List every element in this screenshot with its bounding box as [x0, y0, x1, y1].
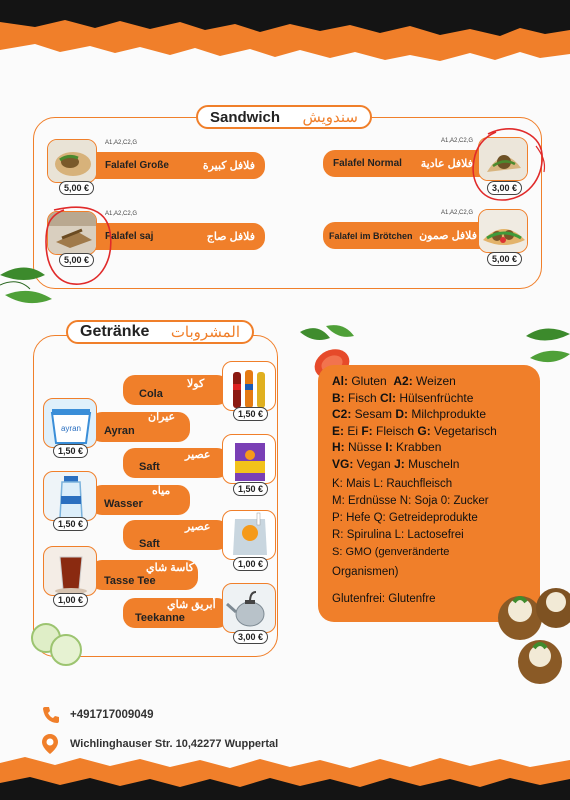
item-name-de: Saft [139, 461, 160, 473]
allergen-name: Vegan [353, 456, 395, 471]
price-tag: 1,50 € [53, 444, 88, 458]
allergen-line [332, 406, 530, 423]
red-circle-annotation [466, 124, 550, 204]
drink-item-ayran[interactable] [90, 412, 190, 442]
allergen-name: Zucker [450, 495, 489, 507]
allergen-name: Soja [411, 495, 441, 507]
allergen-code: I: [385, 440, 393, 454]
allergen-code: E: [332, 423, 344, 438]
location-pin-icon [41, 733, 59, 755]
cucumber-slices-decoration [26, 620, 86, 670]
allergen-name: Sesam [351, 407, 396, 421]
allergen-code: L: [373, 478, 384, 490]
allergen-name: Lactosefrei [404, 529, 464, 541]
allergen-name: Rauchfleisch [383, 478, 453, 490]
item-name-de: Teekanne [135, 612, 185, 624]
allergen-line [332, 476, 530, 493]
allergen-name: Weizen [412, 374, 456, 388]
cola-bottles-image [222, 361, 276, 411]
allergen-code: 0: [440, 495, 451, 507]
drink-item-teekanne[interactable] [123, 598, 229, 628]
allergen-code: Cl: [380, 390, 397, 405]
allergen-code: M: [332, 495, 345, 507]
item-name-ar: فلافل صاج [206, 231, 255, 243]
capri-sun-image [222, 510, 276, 560]
item-name-ar: فلافل عادية [420, 158, 473, 170]
price-tag: 5,00 € [487, 252, 522, 266]
allergen-name: Spirulina [343, 529, 395, 541]
allergen-line [332, 423, 530, 440]
allergen-code: VG: [332, 456, 354, 471]
allergen-name: Fleisch [372, 423, 418, 438]
price-tag: 1,50 € [53, 517, 88, 531]
svg-text:ayran: ayran [60, 424, 82, 433]
item-name-de: Falafel saj [105, 231, 154, 242]
item-name-ar: أبريق شاي [167, 599, 216, 611]
drink-item-saft-small[interactable] [123, 520, 229, 550]
drinks-title-de: Getränke [80, 323, 150, 340]
allergen-name: Fisch [344, 390, 381, 405]
allergen-code: J: [394, 456, 405, 471]
drink-item-saft[interactable] [123, 448, 229, 478]
teapot-image [222, 583, 276, 633]
sandwich-title-ar: سندويش [302, 109, 358, 126]
allergen-name: Milchprodukte [408, 407, 487, 421]
allergen-line [332, 456, 530, 473]
item-name-ar: فلافل صمون [419, 230, 477, 242]
allergen-codes: A1,A2,C2,G [441, 138, 474, 144]
sandwich-section-title [196, 105, 372, 129]
allergen-line [332, 527, 530, 544]
item-name-de: Falafel Große [105, 160, 169, 171]
item-name-de: Falafel im Brötchen [329, 230, 413, 241]
basil-leaves-decoration [508, 322, 570, 370]
allergen-code: K: [332, 478, 343, 490]
allergen-name: Vegetarisch [430, 423, 497, 438]
price-tag: 3,00 € [233, 630, 268, 644]
allergen-codes: A1,A2,C2,G [105, 211, 138, 217]
item-name-de: Cola [139, 388, 163, 400]
allergen-code: R: [332, 529, 344, 541]
allergen-code: Al: [332, 374, 348, 388]
allergen-glutenfree: Glutenfrei: Glutenfre [332, 593, 436, 605]
phone-number[interactable]: +491717009049 [70, 709, 154, 721]
basil-leaves-decoration [0, 255, 60, 315]
menu-item-falafel-im-broetchen[interactable] [323, 222, 483, 249]
allergen-gmo-line-2: Organismen) [332, 566, 399, 578]
price-tag: 1,50 € [233, 482, 268, 496]
allergen-code: L: [394, 529, 405, 541]
drinks-section-title [66, 320, 254, 344]
allergen-codes: A1,A2,C2,G [105, 140, 138, 146]
allergen-name: Erdnüsse [344, 495, 400, 507]
price-tag: 5,00 € [59, 253, 94, 267]
allergen-name: Getreideprodukte [385, 512, 478, 524]
allergen-line [332, 510, 530, 527]
allergen-code: A2: [393, 374, 413, 388]
falafel-plate-decoration [490, 578, 570, 688]
menu-item-falafel-grosse[interactable] [95, 152, 265, 179]
drinks-title-ar: المشروبات [170, 324, 240, 341]
item-name-ar: كولا [187, 378, 205, 390]
menu-item-falafel-normal[interactable] [323, 150, 483, 177]
water-bottle-image [43, 471, 97, 521]
allergen-codes: A1,A2,C2,G [441, 210, 474, 216]
allergen-gmo-line: S: GMO (genveränderte [332, 546, 450, 558]
item-name-ar: عصير [185, 449, 211, 461]
falafel-broetchen-image [478, 209, 528, 253]
address[interactable]: Wichlinghauser Str. 10,42277 Wuppertal [70, 738, 279, 750]
item-name-de: Tasse Tee [104, 575, 156, 587]
falafel-wrap-image [47, 139, 97, 183]
item-name-de: Wasser [104, 498, 143, 510]
allergen-name: Hülsenfrüchte [396, 390, 474, 405]
item-name-de: Saft [139, 538, 160, 550]
item-name-de: Falafel Normal [333, 158, 402, 169]
allergen-name: Krabben [392, 440, 442, 454]
allergen-name: Ei [344, 423, 362, 438]
allergen-code: N: [399, 495, 412, 507]
allergen-name: Mais [342, 478, 374, 490]
price-tag: 5,00 € [59, 181, 94, 195]
price-tag: 1,00 € [233, 557, 268, 571]
item-name-ar: عصير [185, 521, 211, 533]
ayran-cup-image [43, 398, 97, 448]
item-name-ar: مياه [152, 485, 171, 497]
allergen-name: Nüsse [344, 440, 386, 454]
allergen-name: Muscheln [404, 456, 460, 471]
allergen-code: B: [332, 390, 345, 405]
phone-icon [41, 705, 61, 725]
top-torn-border [0, 0, 570, 90]
price-tag: 1,00 € [53, 593, 88, 607]
price-tag: 1,50 € [233, 407, 268, 421]
allergen-code: F: [361, 423, 373, 438]
allergen-code: P: [332, 512, 343, 524]
allergen-code: C2: [332, 407, 352, 421]
item-name-ar: عيران [148, 411, 176, 423]
drink-item-cola[interactable] [123, 375, 229, 405]
allergen-code: Q: [373, 512, 386, 524]
menu-item-falafel-saj[interactable] [95, 223, 265, 250]
allergen-line [332, 439, 530, 456]
allergen-line [332, 373, 530, 390]
allergen-line [332, 493, 530, 510]
allergen-code: D: [395, 407, 409, 421]
item-name-de: Ayran [104, 425, 135, 437]
allergen-line [332, 390, 530, 407]
juice-box-image [222, 434, 276, 484]
allergen-code: H: [332, 440, 345, 454]
allergen-name: Hefe [342, 512, 374, 524]
allergen-name: Gluten [348, 374, 394, 388]
price-tag: 3,00 € [487, 181, 522, 195]
drink-item-wasser[interactable] [90, 485, 190, 515]
item-name-ar: فلافل كبيرة [202, 160, 255, 172]
bottom-torn-border [0, 745, 570, 800]
allergen-list [332, 373, 530, 544]
item-name-ar: كاسة شاي [146, 562, 194, 574]
drink-item-tasse-tee[interactable] [90, 560, 198, 590]
allergen-code: G: [417, 423, 431, 438]
sandwich-title-de: Sandwich [210, 108, 281, 126]
tea-glass-image [43, 546, 97, 596]
